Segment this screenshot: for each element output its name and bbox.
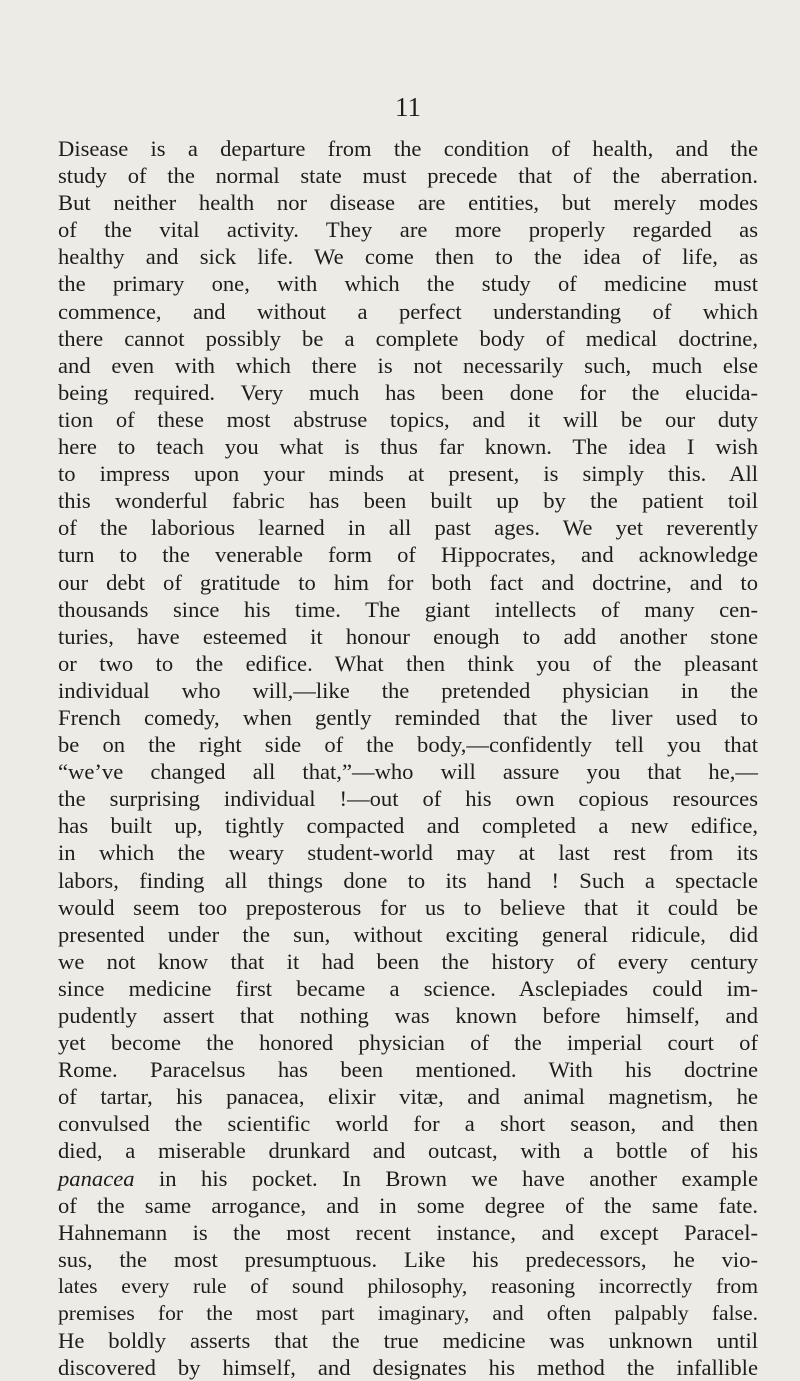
text-line: to impress upon your minds at present, is simply this. All: [58, 461, 758, 487]
text-line: the surprising individual !—out of his own copious resources: [58, 786, 758, 812]
text-line: convulsed the scientific world for a short season, and then: [58, 1111, 758, 1137]
text-line: would seem too preposterous for us to believe that it could be: [58, 894, 758, 920]
text-line: labors, finding all things done to its hand ! Such a spectacle: [58, 867, 758, 893]
text-line: of tartar, his panacea, elixir vitæ, and animal magnetism, he: [58, 1084, 758, 1110]
text-line: healthy and sick life. We come then to the idea of life, as: [58, 244, 758, 270]
text-line: study of the normal state must precede that of the aberration.: [58, 163, 758, 189]
text-line: Hahnemann is the most recent instance, and except Paracel-: [58, 1219, 758, 1245]
body-text: [58, 135, 758, 1381]
text-line: our debt of gratitude to him for both fact and doctrine, and to: [58, 569, 758, 595]
text-line: or two to the edifice. What then think you of the pleasant: [58, 650, 758, 676]
text-line: being required. Very much has been done for the elucida-: [58, 379, 758, 405]
text-line-with-italic: [58, 1165, 758, 1192]
text-line: individual who will,—like the pretended physician in the: [58, 677, 758, 703]
text-line: this wonderful fabric has been built up by the patient toil: [58, 488, 758, 514]
text-line: presented under the sun, without exciting general ridicule, did: [58, 921, 758, 947]
text-line: in which the weary student-world may at last rest from its: [58, 840, 758, 866]
text-line: we not know that it had been the history of every century: [58, 948, 758, 974]
text-line: Rome. Paracelsus has been mentioned. With his doctrine: [58, 1057, 758, 1083]
text-line: be on the right side of the body,—confidently tell you that: [58, 732, 758, 758]
text-line: thousands since his time. The giant intellects of many cen-: [58, 596, 758, 622]
text-line: has built up, tightly compacted and completed a new edifice,: [58, 813, 758, 839]
page-number: 11: [395, 92, 421, 122]
text-line: “we’ve changed all that,”—who will assure you that he,—: [58, 759, 758, 785]
text-line-rest: in his pocket. In Brown we have another example: [134, 1165, 758, 1191]
italic-word: panacea: [58, 1165, 135, 1191]
text-line: sus, the most presumptuous. Like his predecessors, he vio-: [58, 1246, 758, 1272]
text-line: of the vital activity. They are more properly regarded as: [58, 217, 758, 243]
text-line: pudently assert that nothing was known before himself, and: [58, 1003, 758, 1028]
text-line: But neither health nor disease are entities, but merely modes: [58, 190, 758, 216]
text-line: premises for the most part imaginary, and often palpably false.: [58, 1301, 758, 1326]
text-line: turn to the venerable form of Hippocrates, and acknowledge: [58, 542, 758, 568]
text-line: Disease is a departure from the condition of health, and the: [58, 136, 758, 161]
text-line: lates every rule of sound philosophy, reasoning incorrectly from: [58, 1273, 758, 1298]
text-line: died, a miserable drunkard and outcast, with a bottle of his: [58, 1138, 758, 1164]
text-line: of the laborious learned in all past ages. We yet reverently: [58, 515, 758, 541]
text-line: commence, and without a perfect understanding of which: [58, 298, 758, 324]
text-line: here to teach you what is thus far known. The idea I wish: [58, 434, 758, 460]
text-line: of the same arrogance, and in some degree of the same fate.: [58, 1192, 758, 1218]
text-line: He boldly asserts that the true medicine was unknown until: [58, 1328, 758, 1354]
text-line: since medicine first became a science. Asclepiades could im-: [58, 975, 758, 1001]
text-line: turies, have esteemed it honour enough to add another stone: [58, 623, 758, 649]
text-line: there cannot possibly be a complete body of medical doctrine,: [58, 325, 758, 351]
text-line: the primary one, with which the study of medicine must: [58, 271, 758, 297]
text-line: discovered by himself, and designates his method the infallible: [58, 1355, 758, 1381]
book-page: [58, 92, 758, 1381]
text-line: tion of these most abstruse topics, and it will be our duty: [58, 406, 758, 432]
text-line: and even with which there is not necessarily such, much else: [58, 352, 758, 378]
text-line: French comedy, when gently reminded that the liver used to: [58, 704, 758, 730]
text-line: yet become the honored physician of the imperial court of: [58, 1030, 758, 1056]
